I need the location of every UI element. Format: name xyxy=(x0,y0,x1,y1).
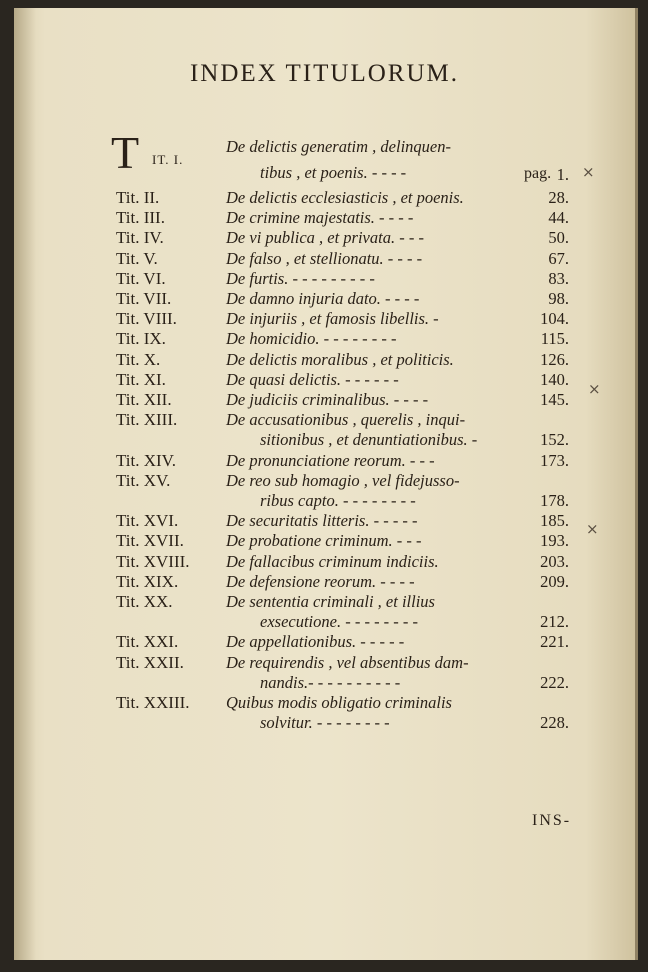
entry-title-continued: ribus capto. - - - - - - - - xyxy=(260,491,416,510)
margin-mark: × xyxy=(586,520,599,538)
margin-mark: × xyxy=(582,163,595,181)
entry-page-number: 212. xyxy=(540,612,569,632)
entry-tit-label: Tit. II. xyxy=(116,188,160,207)
entry-title-continued: sitionibus , et denuntiationibus. - xyxy=(260,430,478,450)
entry-title: Quibus modis obligatio criminalis xyxy=(226,693,452,712)
entry-tit-label: Tit. XIII. xyxy=(116,410,178,430)
catchword: INS- xyxy=(532,812,572,829)
entry-title: De injuriis , et famosis libellis. - xyxy=(226,309,439,329)
entry-page-number: 67. xyxy=(548,248,569,268)
entry-page-number: 173. xyxy=(540,450,569,470)
entry-title: De defensione reorum. - - - - xyxy=(226,571,415,591)
entry-title: De requirendis , vel absentibus dam- xyxy=(226,652,469,672)
drop-cap: T xyxy=(111,127,140,178)
pag-label: pag. xyxy=(524,165,552,182)
entry-title-continued: nandis.- - - - - - - - - - xyxy=(260,672,401,692)
entry-title: De probatione criminum. - - - xyxy=(226,531,422,551)
entry-page-number: 50. xyxy=(548,228,569,248)
entry-page-number: 140. xyxy=(540,369,569,389)
entry-page-number: 221. xyxy=(540,632,569,652)
margin-mark: × xyxy=(588,380,601,398)
entry-page-number: 193. xyxy=(540,531,569,551)
entry-page-number: 203. xyxy=(540,551,569,571)
entry-page-number: 145. xyxy=(540,390,569,409)
first-title-line1: De delictis generatim , delinquen- xyxy=(226,137,451,156)
entry-title: De delictis ecclesiasticis , et poenis. xyxy=(226,188,464,207)
entry-page-number: 28. xyxy=(548,188,569,207)
entry-page-number: 209. xyxy=(540,571,569,591)
entry-tit-label: Tit. XVIII. xyxy=(116,551,190,571)
entry-title-continued: solvitur. - - - - - - - - xyxy=(260,713,390,733)
entry-tit-label: Tit. XII. xyxy=(116,390,172,409)
entry-title: De reo sub homagio , vel fidejusso- xyxy=(226,470,460,490)
first-page-number: 1. xyxy=(556,165,569,184)
entry-tit-label: Tit. VIII. xyxy=(116,309,177,329)
entry-tit-label: Tit. VII. xyxy=(116,289,172,308)
entry-tit-label: Tit. X. xyxy=(116,349,161,369)
book-page xyxy=(14,8,638,960)
first-title-line2: tibus , et poenis. - - - - xyxy=(260,163,407,182)
entry-title: De sententia criminali , et illius xyxy=(226,592,435,611)
entry-tit-label: Tit. IV. xyxy=(116,228,164,248)
entry-title: De securitatis litteris. - - - - - xyxy=(226,511,418,531)
entry-tit-label: Tit. V. xyxy=(116,248,158,268)
entry-title: De homicidio. - - - - - - - - xyxy=(226,329,397,349)
gutter-shadow xyxy=(14,8,36,960)
entry-tit-label: Tit. XI. xyxy=(116,369,166,389)
entry-title: De falso , et stellionatu. - - - - xyxy=(226,248,423,268)
page-heading: INDEX TITULORUM. xyxy=(189,60,459,87)
entry-page-number: 222. xyxy=(540,672,569,692)
entry-tit-label: Tit. XX. xyxy=(116,592,173,611)
entry-page-number: 44. xyxy=(548,208,569,228)
entry-page-number: 115. xyxy=(540,329,569,349)
entry-page-number: 104. xyxy=(540,309,569,329)
entry-page-number: 126. xyxy=(540,349,569,369)
entry-page-number: 185. xyxy=(540,511,569,531)
entry-page-number: 178. xyxy=(540,491,569,510)
entry-title: De fallacibus criminum indiciis. xyxy=(226,551,439,571)
entry-tit-label: Tit. IX. xyxy=(116,329,166,349)
entry-tit-label: Tit. XIV. xyxy=(116,450,177,470)
entry-title: De pronunciatione reorum. - - - xyxy=(226,450,435,470)
entry-title-continued: exsecutione. - - - - - - - - xyxy=(260,612,419,632)
entry-tit-label: Tit. XIX. xyxy=(116,571,179,591)
entry-title: De furtis. - - - - - - - - - xyxy=(226,268,375,288)
entry-page-number: 98. xyxy=(548,289,569,308)
entry-title: De judiciis criminalibus. - - - - xyxy=(226,390,429,409)
entry-title: De vi publica , et privata. - - - xyxy=(226,228,424,248)
entry-tit-label: Tit. XVI. xyxy=(116,511,179,531)
entry-tit-label: Tit. VI. xyxy=(116,268,166,288)
entry-tit-label: Tit. XXI. xyxy=(116,632,179,652)
entry-tit-label: Tit. III. xyxy=(116,208,165,228)
entry-title: De delictis moralibus , et politicis. xyxy=(226,349,454,369)
entry-title: De quasi delictis. - - - - - - xyxy=(226,369,399,389)
first-tit-label: IT. I. xyxy=(152,152,184,167)
entry-tit-label: Tit. XVII. xyxy=(116,531,184,551)
entry-page-number: 152. xyxy=(540,430,569,450)
entry-page-number: 228. xyxy=(540,713,569,733)
entry-title: De damno injuria dato. - - - - xyxy=(226,289,420,308)
entry-title: De appellationibus. - - - - - xyxy=(226,632,405,652)
entry-tit-label: Tit. XXII. xyxy=(116,652,184,672)
entry-page-number: 83. xyxy=(548,268,569,288)
entry-title: De crimine majestatis. - - - - xyxy=(226,208,414,228)
entry-tit-label: Tit. XXIII. xyxy=(116,693,190,712)
entry-title: De accusationibus , querelis , inqui- xyxy=(226,410,466,430)
entry-tit-label: Tit. XV. xyxy=(116,470,171,490)
